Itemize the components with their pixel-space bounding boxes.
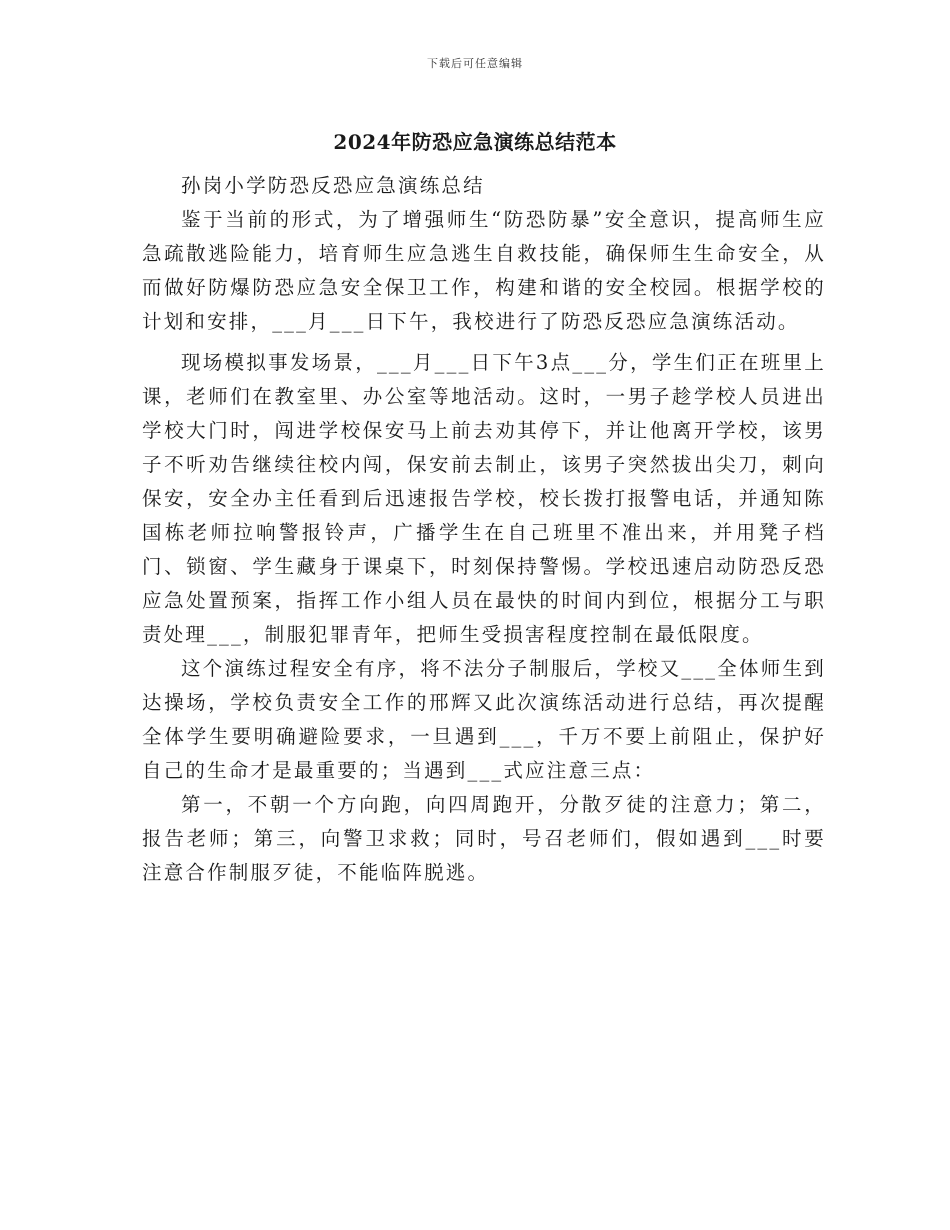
- paragraph-scenario: 现场模拟事发场景，___月___日下午3点___分，学生们正在班里上课，老师们在教室里、办公室等地活动。这时，一男子趁学校人员进出学校大门时，闯进学校保安马上前去劝其停下，并让他离开学校，该男子不听劝告继续往校内闯，保安前去制止，该男子突然拔出尖刀，刺向保安，安全办主任看到后迅速报告学校，校长拨打报警电话，并通知陈国栋老师拉响警报铃声，广播学生在自己班里不准出来，并用凳子档门、锁窗、学生藏身于课桌下，时刻保持警惕。学校迅速启动防恐反恐应急处置预案，指挥工作小组人员在最快的时间内到位，根据分工与职责处理___，制服犯罪青年，把师生受损害程度控制在最低限度。: [142, 351, 826, 646]
- header-note: 下载后可任意编辑: [427, 57, 523, 70]
- paragraph-intro: 鉴于当前的形式，为了增强师生“防恐防暴”安全意识，提高师生应急疏散逃险能力，培育师生应急逃生自救技能，确保师生生命安全，从而做好防爆防恐应急安全保卫工作，构建和谐的安全校园。根据学校的计划和安排，___月___日下午，我校进行了防恐反恐应急演练活动。: [142, 208, 826, 333]
- document-title: 2024年防恐应急演练总结范本: [333, 130, 617, 154]
- paragraph-subtitle: 孙岗小学防恐反恐应急演练总结: [181, 174, 485, 197]
- paragraph-points: 第一，不朝一个方向跑，向四周跑开，分散歹徒的注意力；第二，报告老师；第三，向警卫求救；同时，号召老师们，假如遇到___时要注意合作制服歹徒，不能临阵脱逃。: [142, 793, 826, 884]
- paragraph-summary: 这个演练过程安全有序，将不法分子制服后，学校又___全体师生到达操场，学校负责安全工作的邢辉又此次演练活动进行总结，再次提醒全体学生要明确避险要求，一旦遇到___，千万不要上前阻止，保护好自己的生命才是最重要的；当遇到___式应注意三点：: [142, 657, 826, 782]
- document-body: [142, 169, 826, 890]
